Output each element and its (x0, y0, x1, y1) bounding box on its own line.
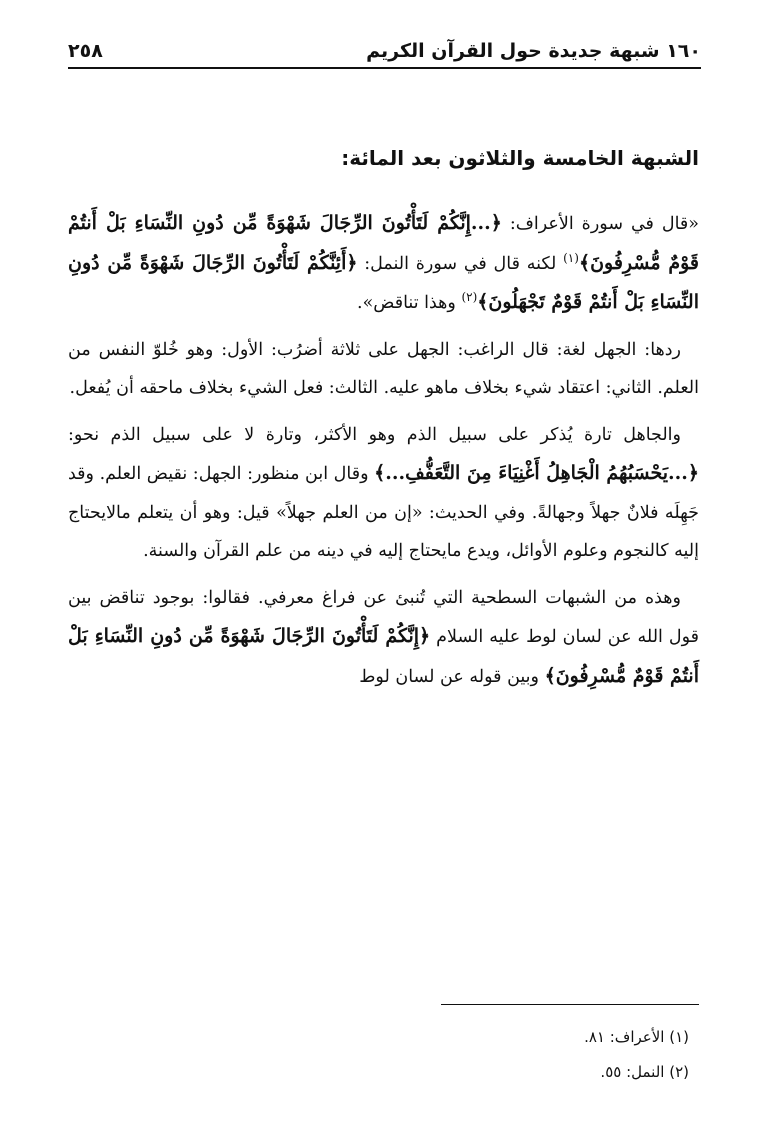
footnotes (68, 1020, 689, 1090)
shallow-text-b: وبين قوله عن لسان لوط (359, 666, 545, 687)
quran-verse-naml: ﴿أَئِنَّكُمْ لَتَأْتُونَ الرِّجَالَ شَهْوَةً مِّن دُونِ النِّسَاءِ بَلْ أَنتُمْ قَوْمٌ تَجْهَلُونَ﴾ (68, 251, 699, 313)
footnote-2: (٢) النمل: ٥٥. (600, 1063, 689, 1081)
quran-verse-araf: ﴿...إِنَّكُمْ لَتَأْتُونَ الرِّجَالَ شَهْوَةً مِّن دُونِ النِّسَاءِ بَلْ أَنتُمْ قَوْمٌ مُّسْرِفُونَ﴾ (68, 212, 699, 274)
paragraph-ignorance (68, 416, 699, 571)
ignorance-text-b: وقال ابن منظور: الجهل: نقيض العلم. وقد جَهِلَه فلانٌ جهلاً وجهالةً. وفي الحديث: «إن من العلم جهلاً» قيل: وهو أن يتعلم مالايحتاج إليه كالنجوم وعلوم الأوائل، ويدع مايحتاج إليه في دينه من علم القرآن والسنة. (68, 464, 699, 561)
body-text (68, 204, 699, 704)
footnote-ref-2: (٢) (461, 290, 478, 305)
quran-verse-baqarah: ﴿...يَحْسَبُهُمُ الْجَاهِلُ أَغْنِيَاءَ مِنَ التَّعَفُّفِ...﴾ (374, 462, 700, 484)
shallow-text-a: وهذه من الشبهات السطحية التي تُنبئ عن فراغ معرفي. فقالوا: بوجود تناقض بين قول الله عن لسان لوط عليه السلام (68, 587, 699, 647)
quran-verse-lot: ﴿إِنَّكُمْ لَتَأْتُونَ الرِّجَالَ شَهْوَةً مِّن دُونِ النِّسَاءِ بَلْ أَنتُمْ قَوْمٌ مُّسْرِفُونَ﴾ (68, 625, 699, 687)
footnote-divider (441, 1004, 699, 1005)
footnote-ref-1: (١) (563, 250, 579, 265)
paragraph-shallow (68, 579, 699, 697)
paragraph-claim (68, 204, 699, 323)
ignorance-text-a: والجاهل تارة يُذكر على سبيل الذم وهو الأكثر، وتارة لا على سبيل الذم نحو: (68, 424, 681, 445)
section-heading: الشبهة الخامسة والثلاثون بعد المائة: (341, 146, 699, 170)
paragraph-response: ردها: الجهل لغة: قال الراغب: الجهل على ثلاثة أضرُب: الأول: وهو خُلوّ النفس من العلم. الثاني: اعتقاد شيء بخلاف ماهو عليه. الثالث: فعل الشيء بخلاف ماحقه أن يُفعل. (68, 339, 699, 398)
running-header (68, 28, 701, 62)
header-divider (68, 67, 701, 69)
page-number: ٢٥٨ (68, 40, 103, 62)
claim-text-c: وهذا تناقض». (357, 293, 462, 313)
footnote-1: (١) الأعراف: ٨١. (584, 1028, 689, 1046)
claim-text-a: «قال في سورة الأعراف: (501, 214, 699, 234)
book-title: ١٦٠ شبهة جديدة حول القرآن الكريم (366, 40, 701, 62)
claim-text-b: لكنه قال في سورة النمل: (357, 253, 564, 274)
